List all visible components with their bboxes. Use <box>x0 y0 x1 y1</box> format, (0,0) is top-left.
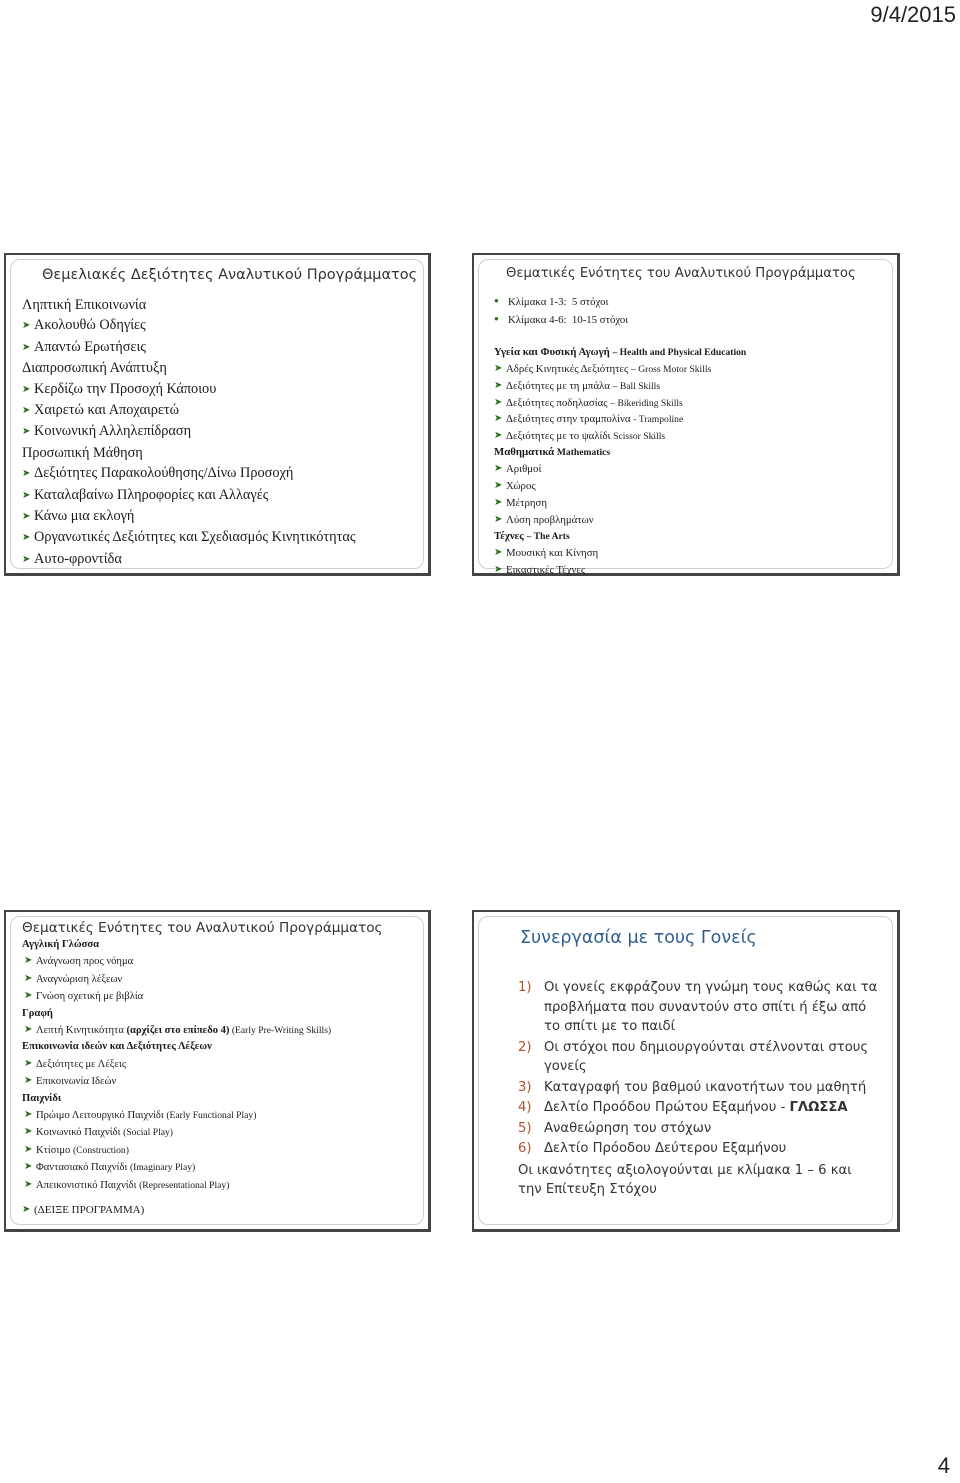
arrowhead-bullet-icon: ➤ <box>24 1178 33 1190</box>
list-item <box>494 428 746 445</box>
arrowhead-bullet-icon: ➤ <box>24 955 33 967</box>
arrowhead-bullet-icon: ➤ <box>22 553 31 565</box>
language-units-list <box>22 937 331 1194</box>
item-number: 2) <box>518 1039 532 1055</box>
item-gr: Αριθμοί <box>506 463 542 476</box>
heading-en: – Health and Physical Education <box>612 346 747 358</box>
line-text: Κάνω μια εκλογή <box>34 508 135 525</box>
section-heading <box>494 345 746 361</box>
item-text-wrap <box>544 1038 878 1077</box>
item-gr: Λύση προβλημάτων <box>506 513 594 526</box>
arrowhead-bullet-icon: ➤ <box>22 511 31 523</box>
item-text: Αναθεώρηση του στόχων <box>544 1120 712 1136</box>
item-number: 5) <box>518 1120 532 1136</box>
list-item <box>22 337 356 358</box>
item-text: Οι στόχοι που δημιουργούνται στέλνονται στους γονείς <box>544 1039 869 1074</box>
thematic-units-list <box>494 293 746 579</box>
arrowhead-bullet-icon: ➤ <box>22 320 31 332</box>
note-text: (ΔΕΙΞΕ ΠΡΟΓΡΑΜΜΑ) <box>34 1204 145 1216</box>
item-gr: Μέτρηση <box>506 496 547 509</box>
list-item <box>494 562 746 579</box>
skills-list <box>22 295 356 570</box>
item-text-wrap <box>544 1078 878 1098</box>
section-heading <box>22 937 331 953</box>
section-heading <box>494 445 746 461</box>
line-text: Καταλαβαίνω Πληροφορίες και Αλλαγές <box>34 486 269 503</box>
arrowhead-bullet-icon: ➤ <box>494 379 503 391</box>
item-text: Δεξιότητες με Λέξεις <box>36 1058 127 1070</box>
arrowhead-bullet-icon: ➤ <box>24 1057 33 1069</box>
list-item <box>494 495 746 512</box>
heading-en: Mathematics <box>556 447 611 459</box>
item-en: Scissor Skills <box>613 431 666 443</box>
arrowhead-bullet-icon: ➤ <box>494 413 503 425</box>
heading-text: Παιχνίδι <box>22 1092 62 1104</box>
slide-parent-collaboration <box>472 910 900 1232</box>
heading-gr: Τέχνες <box>494 529 524 542</box>
list-item <box>22 1159 331 1176</box>
item-bold: (αρχίζει στο επίπεδο 4) <box>126 1025 230 1037</box>
arrowhead-bullet-icon: ➤ <box>24 1109 33 1121</box>
heading-gr: Μαθηματικά <box>494 446 555 459</box>
item-text: Αναγνώριση λέξεων <box>36 973 123 985</box>
list-item <box>22 527 356 548</box>
arrowhead-bullet-icon: ➤ <box>24 1126 33 1138</box>
slide-title: Θεμελιακές Δεξιότητες Αναλυτικού Προγράμματος <box>42 267 418 283</box>
line-text: Οργανωτικές Δεξιότητες και Σχεδιασμός Κινητικότητας <box>34 529 356 546</box>
document-date: 9/4/2015 <box>870 2 956 27</box>
arrowhead-bullet-icon: ➤ <box>22 489 31 501</box>
list-item <box>494 545 746 562</box>
arrowhead-bullet-icon: ➤ <box>22 426 31 438</box>
arrowhead-bullet-icon: ➤ <box>24 1161 33 1173</box>
scale-label: Κλίμακα 1-3: <box>508 296 567 308</box>
list-item <box>22 1073 331 1090</box>
item-number: 6) <box>518 1141 532 1156</box>
spacer <box>494 329 746 345</box>
numbered-item <box>518 978 878 1037</box>
heading-text: Γραφή <box>22 1007 53 1019</box>
slide-title: Θεματικές Ενότητες του Αναλυτικού Προγράμματος <box>506 266 856 281</box>
list-item <box>22 953 331 970</box>
item-gr: Δεξιότητες με το ψαλίδι <box>506 430 611 443</box>
numbered-item <box>518 1139 878 1159</box>
list-item <box>22 463 356 484</box>
list-item <box>22 549 356 570</box>
heading-text: Επικοινωνία ιδεών και Δεξιότητες Λέξεων <box>22 1041 212 1053</box>
arrowhead-bullet-icon: ➤ <box>494 396 503 408</box>
scale-value: 5 στόχοι <box>571 296 609 308</box>
show-program-note <box>22 1204 144 1216</box>
arrowhead-bullet-icon: ➤ <box>24 990 33 1002</box>
numbered-item <box>518 1098 878 1118</box>
item-text: Δελτίο Πρόοδου Δεύτερου Εξαμήνου <box>544 1141 787 1156</box>
list-item <box>22 1142 331 1159</box>
list-item <box>494 361 746 378</box>
section-heading <box>22 1091 331 1107</box>
item-en: (Imaginary Play) <box>129 1162 196 1174</box>
item-number: 3) <box>518 1079 532 1095</box>
arrowhead-bullet-icon: ➤ <box>22 532 31 544</box>
numbered-item <box>518 1038 878 1077</box>
item-en: – Gross Motor Skills <box>631 363 712 375</box>
arrowhead-bullet-icon: ➤ <box>494 362 503 374</box>
heading-text: Αγγλική Γλώσσα <box>22 939 100 950</box>
line-text: Κοινωνική Αλληλεπίδραση <box>34 423 192 440</box>
line-text: Προσωπική Μάθηση <box>22 444 143 461</box>
list-item <box>22 400 356 421</box>
line-text: Διαπροσωπική Ανάπτυξη <box>22 360 167 377</box>
section-heading <box>22 443 356 463</box>
item-gr: Χώρος <box>506 480 536 493</box>
arrowhead-bullet-icon: ➤ <box>494 496 503 508</box>
list-item <box>494 512 746 529</box>
item-en: (Early Pre-Writing Skills) <box>229 1025 332 1037</box>
item-en: (Representational Play) <box>139 1179 230 1191</box>
section-heading <box>22 1006 331 1022</box>
item-text: Γνώση σχετική με βιβλία <box>36 991 144 1003</box>
line-text: Ακολουθώ Οδηγίες <box>34 317 146 334</box>
arrowhead-bullet-icon: ➤ <box>494 463 503 475</box>
line-text: Κερδίζω την Προσοχή Κάποιου <box>34 380 217 397</box>
item-en: - Trampoline <box>633 414 684 426</box>
arrowhead-bullet-icon: ➤ <box>494 513 503 525</box>
arrowhead-bullet-icon: ➤ <box>24 1143 33 1155</box>
list-item <box>22 988 331 1005</box>
slide-title: Θεματικές Ενότητες του Αναλυτικού Προγράμματος <box>22 920 383 936</box>
arrowhead-bullet-icon: ➤ <box>22 1204 31 1215</box>
list-item <box>494 411 746 428</box>
list-item <box>494 461 746 478</box>
arrowhead-bullet-icon: ➤ <box>24 1075 33 1087</box>
item-text: Ανάγνωση προς νόημα <box>36 956 134 968</box>
numbered-item <box>518 1119 878 1139</box>
list-item <box>22 1124 331 1141</box>
list-item <box>22 1107 331 1124</box>
list-item <box>22 1177 331 1194</box>
item-text: Πρώιμο Λειτουργικό Παιχνίδι <box>36 1110 164 1122</box>
scale-label: Κλίμακα 4-6: <box>508 313 567 326</box>
numbered-item <box>518 1078 878 1098</box>
list-item <box>22 485 356 506</box>
arrowhead-bullet-icon: ➤ <box>22 468 31 480</box>
item-en: – Ball Skills <box>612 380 661 392</box>
list-item <box>22 971 331 988</box>
slide-thematic-units-language <box>4 910 431 1232</box>
list-item <box>22 421 356 442</box>
item-text-wrap <box>544 1119 878 1139</box>
list-item <box>22 379 356 400</box>
slide-thematic-units <box>472 253 900 576</box>
arrowhead-bullet-icon: ➤ <box>24 972 33 984</box>
list-item <box>494 395 746 412</box>
item-text-wrap <box>544 1139 878 1159</box>
arrowhead-bullet-icon: ➤ <box>494 480 503 492</box>
item-text: Φαντασιακό Παιχνίδι <box>36 1162 128 1174</box>
section-heading <box>22 295 356 315</box>
heading-en: – The Arts <box>526 530 570 542</box>
slide-title: Συνεργασία με τους Γονείς <box>520 928 757 948</box>
list-item <box>494 478 746 495</box>
item-number: 4) <box>518 1100 532 1115</box>
item-text: Καταγραφή του βαθμού ικανοτήτων του μαθητή <box>544 1079 867 1095</box>
item-en: (Social Play) <box>123 1127 173 1139</box>
item-text: Απεικονιστικό Παιχνίδι <box>36 1179 137 1191</box>
arrowhead-bullet-icon: ➤ <box>494 563 503 575</box>
line-text: Δεξιότητες Παρακολούθησης/Δίνω Προσοχή <box>34 465 294 482</box>
scale-value: 10-15 στόχοι <box>571 313 629 326</box>
item-text: Δελτίο Προόδου Πρώτου Εξαμήνου - <box>544 1100 790 1115</box>
item-gr: Δεξιότητες με τη μπάλα <box>506 379 610 392</box>
item-en: (Construction) <box>72 1144 129 1156</box>
item-text: Κτίσιμο <box>36 1144 71 1156</box>
arrowhead-bullet-icon: ➤ <box>24 1024 33 1036</box>
item-text: Λεπτή Κινητικότητα <box>36 1025 127 1037</box>
item-gr: Εικαστικές Τέχνες <box>506 563 586 576</box>
list-item <box>22 315 356 336</box>
page-number: 4 <box>937 1453 950 1478</box>
list-item <box>22 1022 331 1039</box>
item-gr: Αδρές Κινητικές Δεξιότητες <box>506 362 629 375</box>
item-gr: Μουσική και Κίνηση <box>506 546 599 559</box>
item-text: Επικοινωνία Ιδεών <box>36 1076 117 1088</box>
item-gr: Δεξιότητες ποδηλασίας <box>506 396 608 409</box>
collaboration-list <box>518 978 878 1200</box>
list-item <box>22 506 356 527</box>
closing-text: Οι ικανότητες αξιολογούνται με κλίμακα 1 – 6 και την Επίτευξη Στόχου <box>518 1162 852 1197</box>
section-heading <box>22 358 356 378</box>
item-en: (Early Functional Play) <box>166 1110 257 1122</box>
item-text-wrap <box>544 978 878 1037</box>
scale-item <box>494 293 746 311</box>
line-text: Αυτο-φροντίδα <box>34 550 122 567</box>
item-text-wrap <box>544 1098 878 1118</box>
arrowhead-bullet-icon: ➤ <box>494 546 503 558</box>
section-heading <box>494 529 746 545</box>
line-text: Ληπτική Επικοινωνία <box>22 297 147 313</box>
item-text: Κοινωνικό Παιχνίδι <box>36 1127 121 1139</box>
item-gr: Δεξιότητες στην τραμπολίνα <box>506 413 631 426</box>
section-heading <box>22 1039 331 1055</box>
item-text: Οι γονείς εκφράζουν τη γνώμη τους καθώς και τα προβλήματα που συναντούν στο σπίτι ή έξω από το σπίτι με το παιδί <box>544 980 878 1034</box>
arrowhead-bullet-icon: ➤ <box>22 341 31 353</box>
list-item <box>22 1056 331 1073</box>
item-number: 1) <box>518 980 532 995</box>
item-en: – Bikeriding Skills <box>610 397 683 409</box>
line-text: Απαντώ Ερωτήσεις <box>34 338 146 355</box>
arrowhead-bullet-icon: ➤ <box>22 383 31 395</box>
arrowhead-bullet-icon: ➤ <box>22 405 31 417</box>
heading-gr: Υγεία και Φυσική Αγωγή <box>494 345 610 358</box>
round-bullet-icon: ● <box>494 313 499 323</box>
line-text: Χαιρετώ και Αποχαιρετώ <box>34 402 180 419</box>
slide-foundational-skills <box>4 253 431 576</box>
scale-item <box>494 311 746 329</box>
item-bold: ΓΛΩΣΣΑ <box>789 1100 848 1115</box>
round-bullet-icon: ● <box>494 296 499 305</box>
arrowhead-bullet-icon: ➤ <box>494 430 503 442</box>
list-item <box>494 378 746 395</box>
